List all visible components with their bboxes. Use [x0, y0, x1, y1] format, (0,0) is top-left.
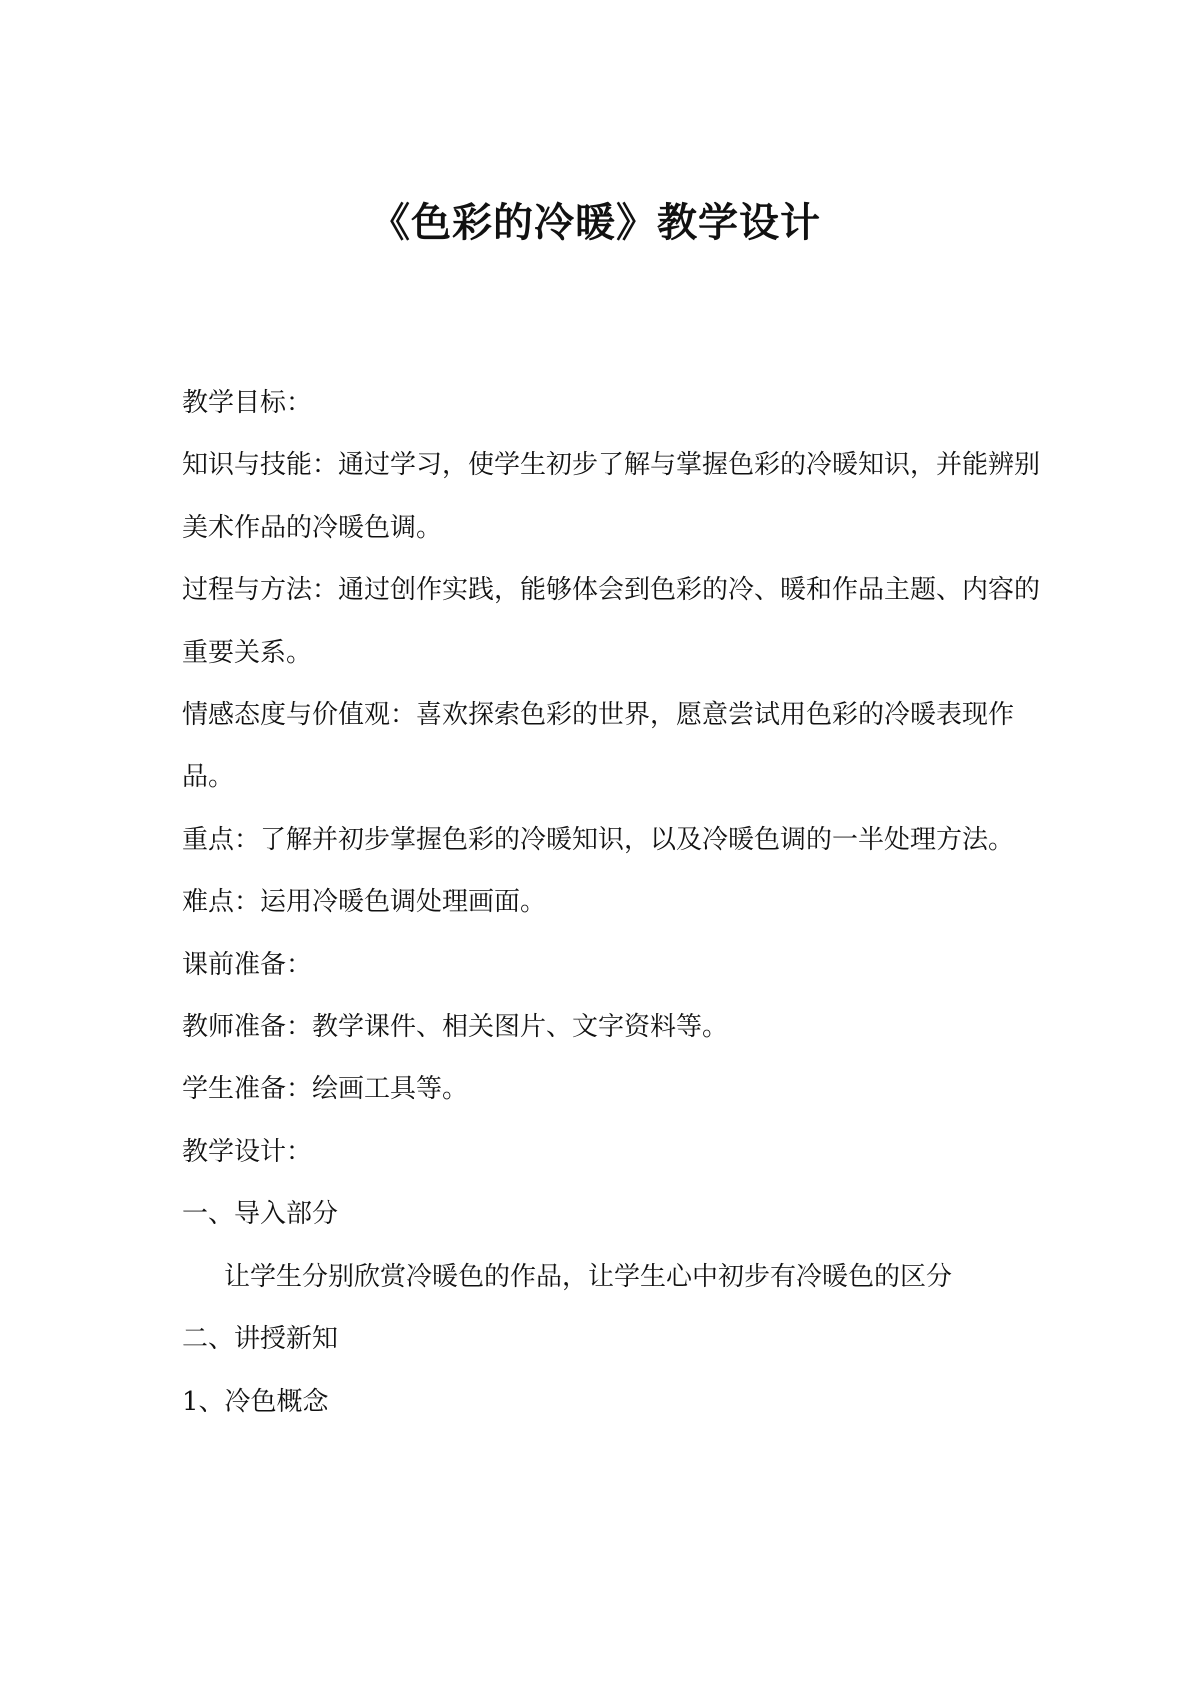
- teacher-prep-paragraph: 教师准备：教学课件、相关图片、文字资料等。: [182, 1012, 729, 1043]
- difficulty-paragraph: 难点：运用冷暖色调处理画面。: [182, 887, 547, 918]
- knowledge-skills-paragraph: 知识与技能：通过学习，使学生初步了解与掌握色彩的冷暖知识，并能辨别美术作品的冷暖色调。: [182, 450, 1041, 543]
- student-prep-paragraph: 学生准备：绘画工具等。: [182, 1074, 469, 1105]
- objectives-heading: 教学目标：: [182, 388, 313, 418]
- emotion-values-paragraph: 情感态度与价值观：喜欢探索色彩的世界，愿意尝试用色彩的冷暖表现作品。: [182, 700, 1015, 793]
- document-title: 《色彩的冷暖》教学设计: [370, 199, 821, 246]
- process-method-paragraph: 过程与方法：通过创作实践，能够体会到色彩的冷、暖和作品主题、内容的重要关系。: [182, 575, 1041, 668]
- design-heading: 教学设计：: [182, 1136, 313, 1167]
- cold-color-concept-heading: 1、冷色概念: [182, 1386, 329, 1417]
- section-one-heading: 一、导入部分: [182, 1199, 339, 1230]
- section-one-body: 让学生分别欣赏冷暖色的作品，让学生心中初步有冷暖色的区分: [224, 1261, 953, 1292]
- document-body: [182, 372, 1042, 1433]
- preparation-heading: 课前准备：: [182, 949, 313, 980]
- section-two-heading: 二、讲授新知: [182, 1324, 339, 1355]
- key-point-paragraph: 重点：了解并初步掌握色彩的冷暖知识，以及冷暖色调的一半处理方法。: [182, 824, 1015, 855]
